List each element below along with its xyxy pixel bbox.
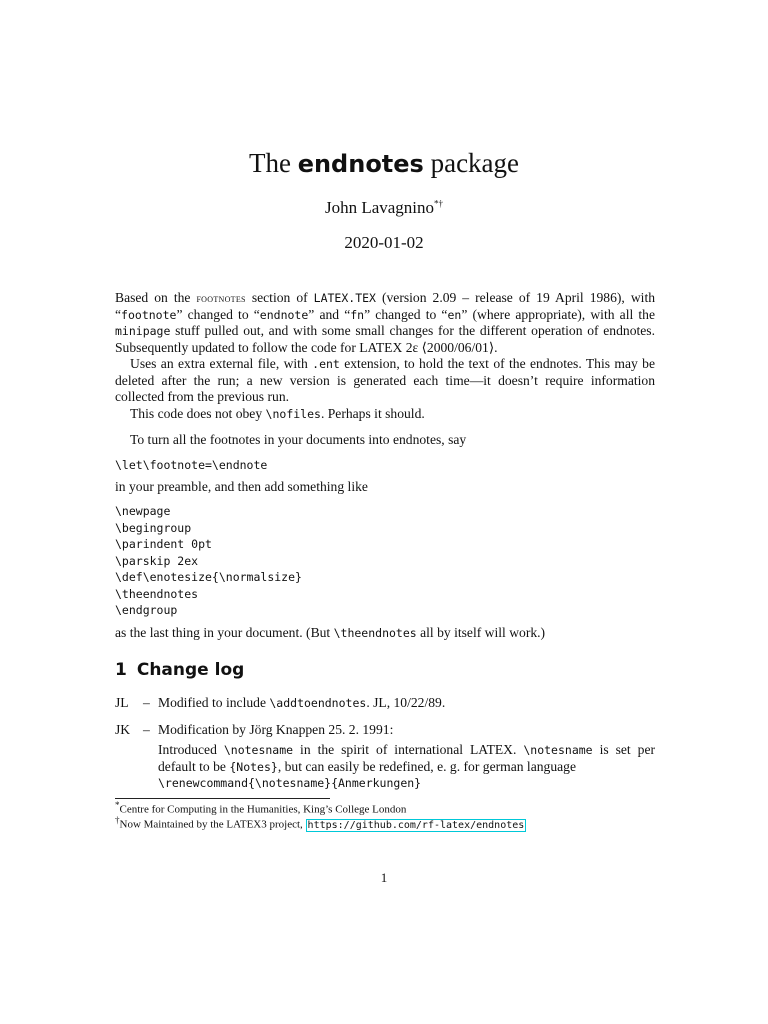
- intro-text: [115, 290, 655, 422]
- author-footnote-marks: *†: [434, 198, 444, 209]
- changelog-jk-detail: Introduced \notesname in the spirit of international LATEX. \notesname is set per default to be {Notes}, but can easily be redefined, e. g. for german language \renewcommand{\notesname}{Anmerkungen}: [158, 742, 656, 790]
- title-package-name: endnotes: [297, 150, 424, 178]
- date: 2020-01-02: [344, 233, 424, 252]
- intro-paragraph-1: Based on the footnotes section of LATEX.TEX (version 2.09 – release of 19 April 1986), with “footnote” changed to “endnote” and “fn” changed to “en” (where appropriate), with all the minipage stuff pulled out, and with some small changes for the different operation of endnotes. Subsequently updated to follow the code for LATEX 2ε ⟨2000/06/01⟩.: [115, 290, 656, 355]
- document-title: [0, 148, 768, 179]
- footnote-rule: [115, 798, 330, 799]
- footnote-2: †Now Maintained by the LATEX3 project, https://github.com/rf-latex/endnotes: [115, 815, 525, 831]
- title-post: package: [430, 148, 520, 178]
- title-pre: The: [248, 148, 291, 178]
- let-code: \let\footnote=\endnote: [115, 458, 268, 472]
- preamble-text: in your preamble, and then add something like: [115, 479, 368, 494]
- page-number: 1: [380, 870, 388, 885]
- footnote-1: *Centre for Computing in the Humanities, King’s College London: [115, 800, 407, 816]
- author-name: John Lavagnino: [324, 198, 435, 217]
- last-thing-text: as the last thing in your document. (But \theendnotes all by itself will work.): [115, 625, 546, 640]
- intro-paragraph-3: This code does not obey \nofiles. Perhaps it should.: [130, 405, 425, 421]
- section-title: Change log: [136, 660, 245, 680]
- author: [0, 198, 768, 218]
- intro-paragraph-2: Uses an extra external file, with .ent extension, to hold the text of the endnotes. This may be deleted after the run; a new version is generated each time—it doesn’t require information collected from the previous run.: [115, 356, 655, 404]
- turn-all-text: To turn all the footnotes in your documents into endnotes, say: [130, 432, 467, 447]
- github-link[interactable]: https://github.com/rf-latex/endnotes: [307, 819, 525, 831]
- section-heading: [115, 660, 244, 680]
- section-number: 1: [115, 660, 127, 680]
- code-block: \newpage \begingroup \parindent 0pt \parskip 2ex \def\enotesize{\normalsize} \theendnotes \endgroup: [115, 504, 302, 617]
